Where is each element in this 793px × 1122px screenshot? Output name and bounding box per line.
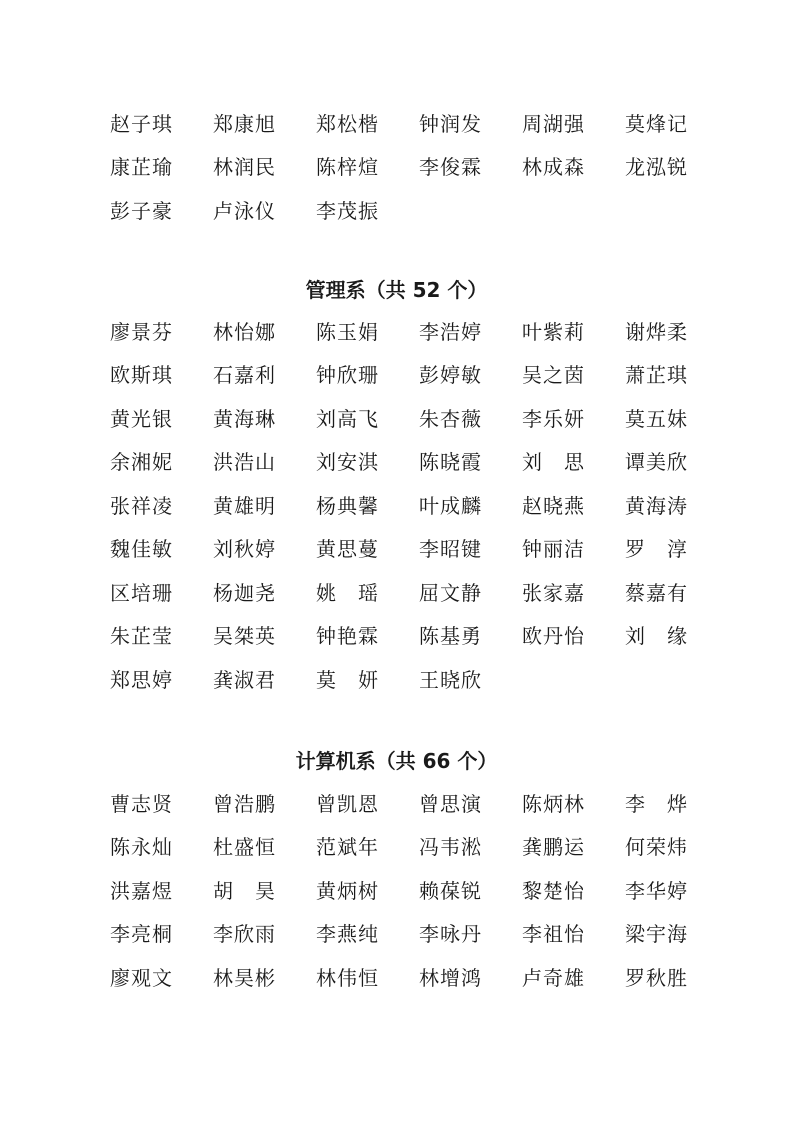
name-entry: 林昊彬 bbox=[213, 965, 276, 990]
name-entry: 黄光银 bbox=[110, 406, 173, 431]
name-entry: 刘安淇 bbox=[316, 450, 379, 475]
name-entry: 郑思婷 bbox=[110, 667, 173, 692]
management-section-title: 管理系（共 52 个） bbox=[305, 278, 488, 302]
top-name-list bbox=[110, 102, 710, 233]
name-entry: 龚淑君 bbox=[213, 667, 276, 692]
name-entry: 廖观文 bbox=[110, 965, 173, 990]
name-entry: 陈基勇 bbox=[419, 624, 482, 649]
name-entry: 吴之茵 bbox=[522, 363, 585, 388]
name-entry: 李浩婷 bbox=[419, 319, 482, 344]
name-entry: 杜盛恒 bbox=[213, 835, 276, 860]
name-entry: 李俊霖 bbox=[419, 155, 482, 180]
name-entry: 康芷瑜 bbox=[110, 155, 173, 180]
name-entry: 莫五妹 bbox=[625, 406, 688, 431]
name-entry: 李燕纯 bbox=[316, 922, 379, 947]
name-entry: 洪嘉煜 bbox=[110, 878, 173, 903]
name-entry: 赖葆锐 bbox=[419, 878, 482, 903]
name-entry: 钟欣珊 bbox=[316, 363, 379, 388]
name-entry: 姚 瑶 bbox=[316, 580, 379, 605]
name-entry: 黄思蔓 bbox=[316, 537, 379, 562]
name-entry: 罗秋胜 bbox=[625, 965, 688, 990]
name-entry: 曾凯恩 bbox=[316, 791, 379, 816]
name-entry: 李欣雨 bbox=[213, 922, 276, 947]
name-entry: 廖景芬 bbox=[110, 319, 173, 344]
name-entry: 刘高飞 bbox=[316, 406, 379, 431]
name-entry: 何荣炜 bbox=[625, 835, 688, 860]
name-entry: 钟润发 bbox=[419, 111, 482, 136]
computer-science-name-list bbox=[110, 782, 710, 1000]
name-entry: 吴桀英 bbox=[213, 624, 276, 649]
name-entry: 钟艳霖 bbox=[316, 624, 379, 649]
name-entry: 周湖强 bbox=[522, 111, 585, 136]
name-entry: 李茂振 bbox=[316, 198, 379, 223]
name-entry: 范斌年 bbox=[316, 835, 379, 860]
name-entry: 刘秋婷 bbox=[213, 537, 276, 562]
name-entry: 张家嘉 bbox=[522, 580, 585, 605]
name-entry: 刘 缘 bbox=[625, 624, 688, 649]
name-entry: 赵子琪 bbox=[110, 111, 173, 136]
name-entry: 杨迦尧 bbox=[213, 580, 276, 605]
name-entry: 李 烨 bbox=[625, 791, 688, 816]
name-entry: 屈文静 bbox=[419, 580, 482, 605]
name-entry: 谢烨柔 bbox=[625, 319, 688, 344]
name-entry: 谭美欣 bbox=[625, 450, 688, 475]
name-entry: 赵晓燕 bbox=[522, 493, 585, 518]
name-entry: 魏佳敏 bbox=[110, 537, 173, 562]
name-entry: 杨典馨 bbox=[316, 493, 379, 518]
name-entry: 彭婷敏 bbox=[419, 363, 482, 388]
name-entry: 李祖怡 bbox=[522, 922, 585, 947]
name-entry: 黄海琳 bbox=[213, 406, 276, 431]
name-entry: 刘 思 bbox=[522, 450, 585, 475]
name-entry: 卢奇雄 bbox=[522, 965, 585, 990]
name-entry: 曾思演 bbox=[419, 791, 482, 816]
name-entry: 胡 昊 bbox=[213, 878, 276, 903]
name-entry: 林增鸿 bbox=[419, 965, 482, 990]
name-entry: 陈玉娟 bbox=[316, 319, 379, 344]
name-entry: 彭子豪 bbox=[110, 198, 173, 223]
name-entry: 郑康旭 bbox=[213, 111, 276, 136]
name-entry: 叶成麟 bbox=[419, 493, 482, 518]
name-entry: 李昭键 bbox=[419, 537, 482, 562]
name-entry: 蔡嘉有 bbox=[625, 580, 688, 605]
name-entry: 萧芷琪 bbox=[625, 363, 688, 388]
name-entry: 区培珊 bbox=[110, 580, 173, 605]
name-entry: 黎楚怡 bbox=[522, 878, 585, 903]
name-entry: 龙泓锐 bbox=[625, 155, 688, 180]
name-entry: 罗 淳 bbox=[625, 537, 688, 562]
name-entry: 陈炳林 bbox=[522, 791, 585, 816]
computer-science-section-title: 计算机系（共 66 个） bbox=[295, 749, 498, 773]
name-entry: 曹志贤 bbox=[110, 791, 173, 816]
name-entry: 张祥凌 bbox=[110, 493, 173, 518]
name-entry: 李咏丹 bbox=[419, 922, 482, 947]
management-name-list bbox=[110, 310, 710, 702]
name-entry: 龚鹏运 bbox=[522, 835, 585, 860]
name-entry: 林怡娜 bbox=[213, 319, 276, 344]
name-entry: 林成森 bbox=[522, 155, 585, 180]
name-entry: 李乐妍 bbox=[522, 406, 585, 431]
name-entry: 李亮桐 bbox=[110, 922, 173, 947]
name-entry: 叶紫莉 bbox=[522, 319, 585, 344]
name-entry: 朱杏薇 bbox=[419, 406, 482, 431]
name-entry: 冯韦淞 bbox=[419, 835, 482, 860]
name-entry: 林润民 bbox=[213, 155, 276, 180]
name-entry: 曾浩鹏 bbox=[213, 791, 276, 816]
name-entry: 黄雄明 bbox=[213, 493, 276, 518]
name-entry: 莫 妍 bbox=[316, 667, 379, 692]
name-entry: 黄海涛 bbox=[625, 493, 688, 518]
name-entry: 李华婷 bbox=[625, 878, 688, 903]
name-entry: 朱芷莹 bbox=[110, 624, 173, 649]
name-entry: 梁宇海 bbox=[625, 922, 688, 947]
name-entry: 陈梓煊 bbox=[316, 155, 379, 180]
name-entry: 卢泳仪 bbox=[213, 198, 276, 223]
name-entry: 欧丹怡 bbox=[522, 624, 585, 649]
name-entry: 郑松楷 bbox=[316, 111, 379, 136]
name-entry: 林伟恒 bbox=[316, 965, 379, 990]
name-entry: 王晓欣 bbox=[419, 667, 482, 692]
name-entry: 黄炳树 bbox=[316, 878, 379, 903]
name-entry: 莫烽记 bbox=[625, 111, 688, 136]
name-entry: 欧斯琪 bbox=[110, 363, 173, 388]
name-entry: 石嘉利 bbox=[213, 363, 276, 388]
name-entry: 钟丽洁 bbox=[522, 537, 585, 562]
name-entry: 余湘妮 bbox=[110, 450, 173, 475]
name-entry: 陈永灿 bbox=[110, 835, 173, 860]
name-entry: 洪浩山 bbox=[213, 450, 276, 475]
name-entry: 陈晓霞 bbox=[419, 450, 482, 475]
